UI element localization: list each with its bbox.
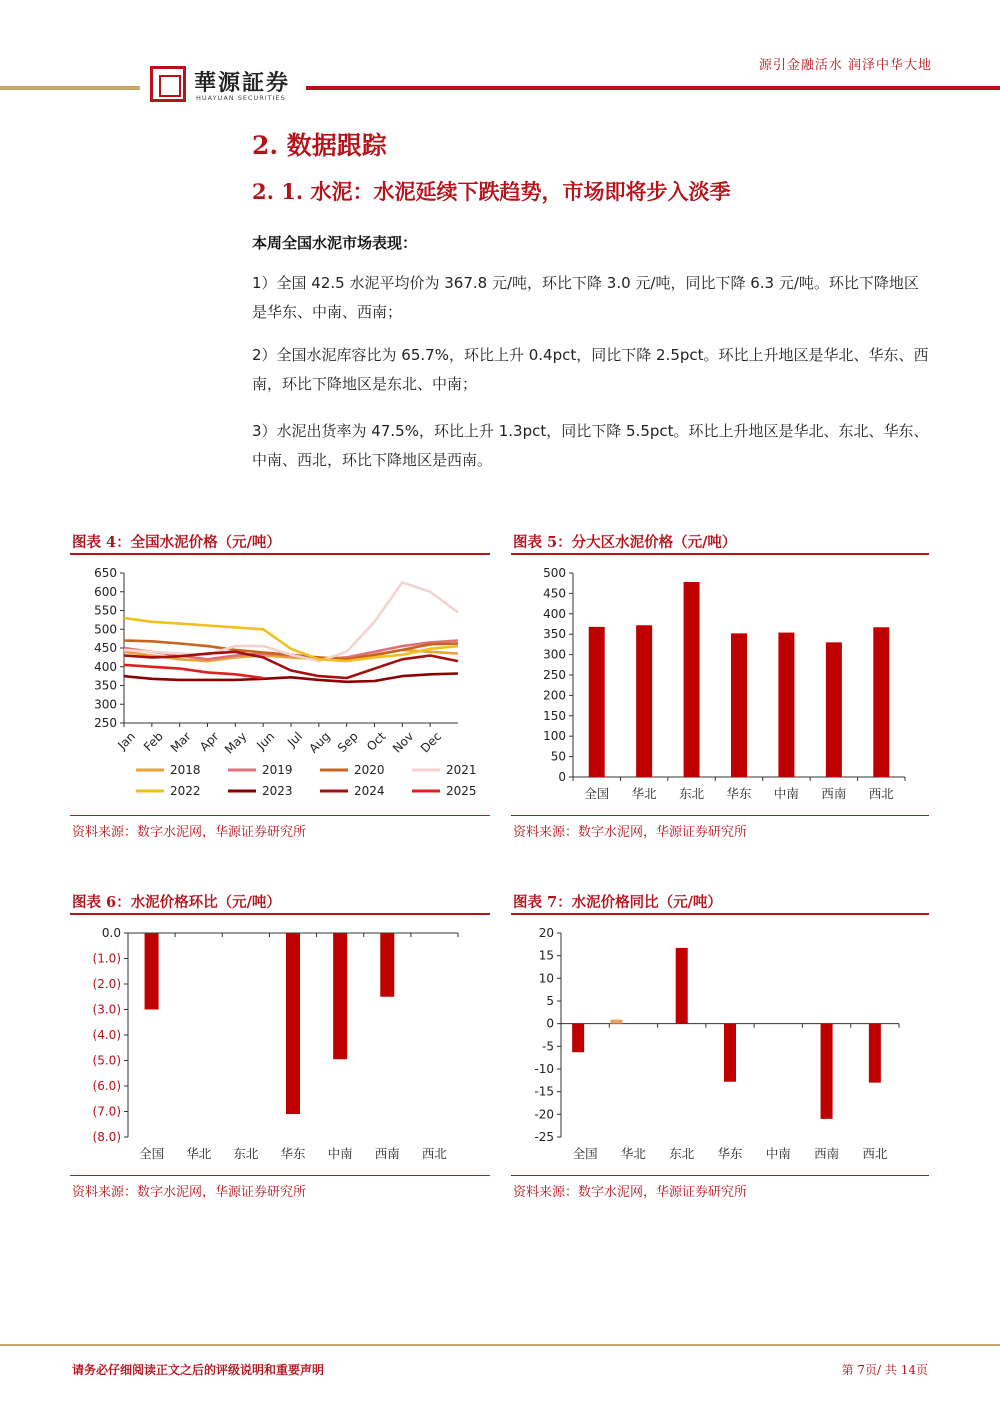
category-label: 西北 (862, 1146, 888, 1161)
footer-rule (0, 1344, 1000, 1346)
x-tick-label: Aug (306, 729, 333, 756)
bar-西南 (380, 933, 394, 997)
seal-icon (150, 66, 186, 102)
x-tick-label: Jan (115, 729, 139, 753)
fig5-source: 资料来源：数字水泥网，华源证券研究所 (513, 825, 748, 840)
legend-label-2023: 2023 (262, 784, 293, 798)
fig5-bar-chart (511, 560, 929, 810)
fig7-bar-chart (511, 920, 929, 1170)
category-label: 东北 (679, 786, 705, 801)
fig6-bar-chart (70, 920, 490, 1170)
y-tick-label: 150 (543, 708, 566, 723)
bar-东北 (676, 948, 688, 1024)
y-tick-label: 10 (538, 971, 554, 986)
category-label: 东北 (233, 1146, 259, 1161)
legend-label-2018: 2018 (170, 763, 201, 777)
y-tick-label: (2.0) (92, 977, 121, 991)
x-tick-label: Dec (417, 729, 445, 756)
bar-华东 (731, 633, 747, 777)
bar-中南 (778, 633, 794, 777)
bar-西南 (821, 1024, 833, 1119)
fig5-title: 图表 5：分大区水泥价格（元/吨） (513, 534, 737, 551)
x-tick-label: Apr (196, 729, 222, 754)
y-tick-label: 550 (94, 603, 117, 618)
y-tick-label: 15 (538, 948, 554, 963)
category-label: 中南 (765, 1146, 791, 1161)
y-tick-label: -5 (542, 1039, 554, 1054)
category-label: 西南 (814, 1146, 840, 1161)
y-tick-label: 350 (543, 627, 566, 642)
category-label: 西南 (374, 1146, 400, 1161)
y-tick-label: 400 (94, 659, 117, 674)
section-heading: 2. 数据跟踪 (252, 131, 387, 160)
legend-label-2024: 2024 (354, 784, 385, 798)
bar-华东 (286, 933, 300, 1114)
category-label: 西南 (821, 786, 847, 801)
category-label: 西北 (868, 786, 894, 801)
fig5-src-rule (511, 815, 929, 816)
x-tick-label: Feb (140, 729, 166, 755)
series-line-2023 (124, 674, 458, 682)
y-tick-label: 350 (94, 678, 117, 693)
category-label: 全国 (139, 1146, 165, 1161)
bar-全国 (145, 933, 159, 1010)
y-tick-label: 450 (543, 586, 566, 601)
y-tick-label: 600 (94, 584, 117, 599)
x-tick-label: Jul (284, 729, 306, 750)
category-label: 华东 (280, 1146, 306, 1161)
bar-中南 (333, 933, 347, 1059)
category-label: 华北 (631, 786, 657, 801)
y-tick-label: (3.0) (92, 1002, 121, 1017)
bar-华北 (636, 625, 652, 777)
y-tick-label: 250 (94, 716, 117, 730)
category-label: 中南 (327, 1146, 353, 1161)
y-tick-label: (7.0) (92, 1104, 121, 1119)
fig4-source: 资料来源：数字水泥网，华源证券研究所 (72, 825, 307, 840)
x-tick-label: Mar (167, 729, 194, 756)
paragraph-1: 1）全国 42.5 水泥平均价为 367.8 元/吨，环比下降 3.0 元/吨，同比下降 6.3 元/吨。环比下降地区是华东、中南、西南； (252, 274, 919, 321)
fig7-src-rule (511, 1175, 929, 1176)
bar-西北 (873, 627, 889, 777)
page-number: 第 7页/ 共 14页 (841, 1363, 928, 1377)
y-tick-label: 200 (543, 688, 566, 703)
subsection-heading: 2. 1. 水泥：水泥延续下跌趋势，市场即将步入淡季 (252, 179, 731, 204)
category-label: 华东 (726, 786, 752, 801)
fig7-title: 图表 7：水泥价格同比（元/吨） (513, 894, 722, 911)
company-logo (150, 64, 300, 106)
legend-label-2022: 2022 (170, 784, 201, 798)
fig5-rule (511, 553, 929, 555)
bar-西北 (869, 1024, 881, 1083)
fig7-source: 资料来源：数字水泥网，华源证券研究所 (513, 1185, 748, 1200)
bar-东北 (684, 582, 700, 777)
logo-text: 華源証券 (194, 70, 291, 96)
fig4-src-rule (70, 815, 490, 816)
y-tick-label: (5.0) (92, 1053, 121, 1068)
y-tick-label: 300 (94, 697, 117, 712)
category-label: 全国 (572, 1146, 598, 1161)
legend-label-2020: 2020 (354, 763, 385, 777)
bar-华东 (724, 1024, 736, 1082)
fig7-rule (511, 913, 929, 915)
x-tick-label: Oct (363, 729, 389, 754)
y-tick-label: -10 (534, 1062, 554, 1076)
y-tick-label: 500 (94, 622, 117, 637)
fig4-title: 图表 4：全国水泥价格（元/吨） (72, 534, 281, 551)
y-tick-label: 5 (546, 994, 554, 1008)
category-label: 东北 (669, 1146, 695, 1161)
fig4-line-chart (70, 560, 490, 810)
paragraph-3: 3）水泥出货率为 47.5%，环比上升 1.3pct，同比下降 5.5pct。环比上升地区是华北、东北、华东、中南、西北，环比下降地区是西南。 (252, 422, 929, 469)
y-tick-label: (1.0) (92, 951, 121, 966)
x-tick-label: Sep (334, 729, 361, 756)
legend-label-2021: 2021 (446, 763, 477, 777)
logo-subtext: HUAYUAN SECURITIES (196, 94, 286, 102)
y-tick-label: (6.0) (92, 1079, 121, 1093)
fig4-rule (70, 553, 490, 555)
category-label: 全国 (584, 786, 610, 801)
fig6-rule (70, 913, 490, 915)
y-tick-label: (4.0) (92, 1028, 121, 1042)
y-tick-label: 500 (543, 566, 566, 580)
y-tick-label: 50 (550, 749, 566, 764)
y-tick-label: -15 (534, 1084, 554, 1099)
legend-label-2025: 2025 (446, 784, 477, 798)
x-tick-label: Jun (254, 729, 278, 753)
bar-全国 (572, 1024, 584, 1053)
paragraph-2: 2）全国水泥库容比为 65.7%，环比上升 0.4pct，同比下降 2.5pct。环比上升地区是华北、华东、西南，环比下降地区是东北、中南； (252, 346, 929, 393)
y-tick-label: (8.0) (92, 1130, 121, 1144)
series-line-2025 (124, 665, 263, 678)
bar-华北 (610, 1020, 622, 1024)
footer-disclaimer: 请务必仔细阅读正文之后的评级说明和重要声明 (72, 1363, 325, 1377)
legend-label-2019: 2019 (262, 763, 293, 777)
y-tick-label: 0 (546, 1016, 554, 1031)
fig6-src-rule (70, 1175, 490, 1176)
y-tick-label: 400 (543, 606, 566, 621)
y-tick-label: 250 (543, 668, 566, 682)
y-tick-label: -25 (534, 1130, 554, 1144)
category-label: 中南 (773, 786, 799, 801)
y-tick-label: 300 (543, 647, 566, 662)
fig6-source: 资料来源：数字水泥网，华源证券研究所 (72, 1185, 307, 1200)
bar-全国 (589, 627, 605, 777)
lead-text: 本周全国水泥市场表现： (252, 234, 418, 252)
y-tick-label: 650 (94, 566, 117, 580)
y-tick-label: -20 (534, 1107, 554, 1122)
category-label: 华北 (620, 1146, 646, 1161)
category-label: 西北 (421, 1146, 447, 1161)
y-tick-label: 100 (543, 729, 566, 744)
y-tick-label: 0 (558, 770, 566, 784)
category-label: 华东 (717, 1146, 743, 1161)
slogan: 源引金融活水 润泽中华大地 (758, 58, 932, 73)
y-tick-label: 450 (94, 641, 117, 655)
x-tick-label: May (221, 729, 250, 757)
y-tick-label: 0.0 (101, 926, 121, 940)
x-tick-label: Nov (389, 729, 417, 756)
fig6-title: 图表 6：水泥价格环比（元/吨） (72, 894, 281, 911)
bar-西南 (826, 642, 842, 777)
y-tick-label: 20 (538, 926, 554, 940)
category-label: 华北 (186, 1146, 212, 1161)
